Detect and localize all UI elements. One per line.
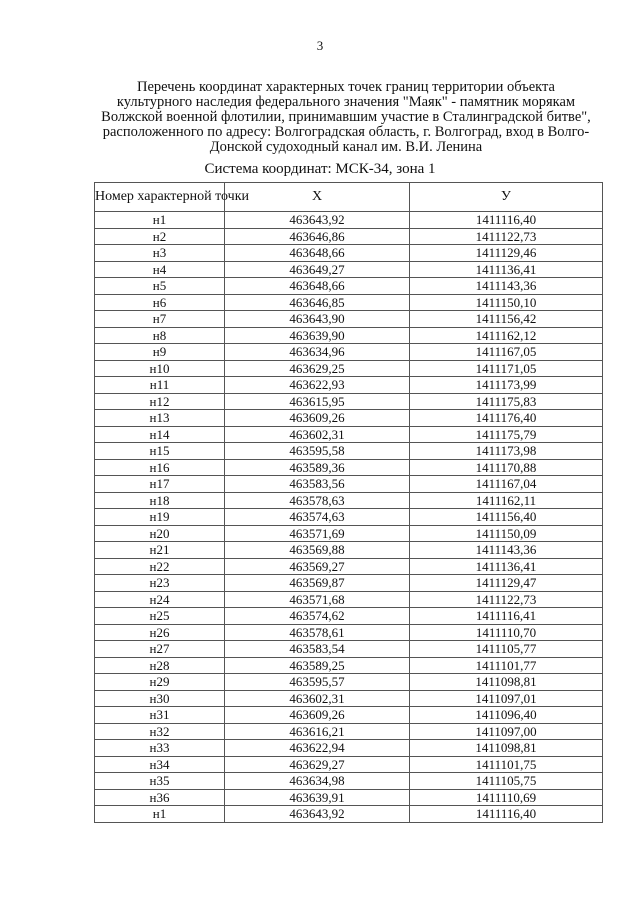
x-coordinate-cell: 463616,21 bbox=[225, 723, 410, 740]
x-coordinate-cell: 463648,66 bbox=[225, 278, 410, 295]
table-body bbox=[95, 212, 603, 823]
y-coordinate-cell: 1411175,79 bbox=[410, 426, 603, 443]
table-row bbox=[95, 674, 603, 691]
x-coordinate-cell: 463639,91 bbox=[225, 789, 410, 806]
y-coordinate-cell: 1411176,40 bbox=[410, 410, 603, 427]
y-coordinate-cell: 1411101,77 bbox=[410, 657, 603, 674]
x-coordinate-cell: 463646,86 bbox=[225, 228, 410, 245]
table-row bbox=[95, 212, 603, 229]
table-row bbox=[95, 723, 603, 740]
y-coordinate-cell: 1411101,75 bbox=[410, 756, 603, 773]
x-coordinate-cell: 463569,87 bbox=[225, 575, 410, 592]
x-coordinate-cell: 463639,90 bbox=[225, 327, 410, 344]
table-row bbox=[95, 740, 603, 757]
point-number-cell: н7 bbox=[95, 311, 225, 328]
table-row bbox=[95, 377, 603, 394]
title-line: Перечень координат характерных точек границ территории объекта bbox=[137, 79, 555, 95]
point-number-cell: н32 bbox=[95, 723, 225, 740]
table-row bbox=[95, 624, 603, 641]
point-number-cell: н13 bbox=[95, 410, 225, 427]
y-coordinate-cell: 1411136,41 bbox=[410, 261, 603, 278]
document-title bbox=[90, 80, 602, 155]
x-coordinate-cell: 463643,92 bbox=[225, 806, 410, 823]
y-coordinate-cell: 1411171,05 bbox=[410, 360, 603, 377]
table-row bbox=[95, 608, 603, 625]
x-coordinate-cell: 463569,27 bbox=[225, 558, 410, 575]
point-number-cell: н14 bbox=[95, 426, 225, 443]
x-coordinate-cell: 463578,63 bbox=[225, 492, 410, 509]
x-coordinate-cell: 463583,54 bbox=[225, 641, 410, 658]
title-line: культурного наследия федерального значения "Маяк" - памятник морякам bbox=[116, 94, 576, 110]
table-row bbox=[95, 261, 603, 278]
point-number-cell: н20 bbox=[95, 525, 225, 542]
title-line: Донской судоходный канал им. В.И. Ленина bbox=[209, 139, 483, 155]
table-row bbox=[95, 294, 603, 311]
x-coordinate-cell: 463643,90 bbox=[225, 311, 410, 328]
table-row bbox=[95, 525, 603, 542]
point-number-cell: н22 bbox=[95, 558, 225, 575]
table-row bbox=[95, 542, 603, 559]
table-row bbox=[95, 344, 603, 361]
point-number-cell: н11 bbox=[95, 377, 225, 394]
table-row bbox=[95, 690, 603, 707]
point-number-cell: н17 bbox=[95, 476, 225, 493]
table-row bbox=[95, 806, 603, 823]
y-coordinate-cell: 1411116,41 bbox=[410, 608, 603, 625]
point-number-cell: н29 bbox=[95, 674, 225, 691]
table-row bbox=[95, 591, 603, 608]
table-row bbox=[95, 426, 603, 443]
point-number-cell: н3 bbox=[95, 245, 225, 262]
y-coordinate-cell: 1411105,75 bbox=[410, 773, 603, 790]
x-coordinate-cell: 463649,27 bbox=[225, 261, 410, 278]
x-coordinate-cell: 463622,94 bbox=[225, 740, 410, 757]
point-number-cell: н15 bbox=[95, 443, 225, 460]
x-coordinate-cell: 463571,68 bbox=[225, 591, 410, 608]
point-number-cell: н23 bbox=[95, 575, 225, 592]
table-row bbox=[95, 558, 603, 575]
table-row bbox=[95, 459, 603, 476]
y-coordinate-cell: 1411143,36 bbox=[410, 278, 603, 295]
x-coordinate-cell: 463583,56 bbox=[225, 476, 410, 493]
table-row bbox=[95, 327, 603, 344]
y-coordinate-cell: 1411129,47 bbox=[410, 575, 603, 592]
x-coordinate-cell: 463648,66 bbox=[225, 245, 410, 262]
table-header-row bbox=[95, 183, 603, 212]
x-coordinate-cell: 463574,62 bbox=[225, 608, 410, 625]
x-coordinate-cell: 463602,31 bbox=[225, 690, 410, 707]
point-number-cell: н35 bbox=[95, 773, 225, 790]
table-row bbox=[95, 410, 603, 427]
x-coordinate-cell: 463609,26 bbox=[225, 410, 410, 427]
y-coordinate-cell: 1411173,98 bbox=[410, 443, 603, 460]
title-line: Волжской военной флотилии, принимавшим участие в Сталинградской битве", bbox=[101, 109, 591, 125]
y-coordinate-cell: 1411110,70 bbox=[410, 624, 603, 641]
x-coordinate-cell: 463629,27 bbox=[225, 756, 410, 773]
point-number-cell: н5 bbox=[95, 278, 225, 295]
point-number-cell: н24 bbox=[95, 591, 225, 608]
y-coordinate-cell: 1411097,00 bbox=[410, 723, 603, 740]
x-coordinate-cell: 463569,88 bbox=[225, 542, 410, 559]
column-header-x: X bbox=[225, 183, 410, 212]
x-coordinate-cell: 463622,93 bbox=[225, 377, 410, 394]
table-row bbox=[95, 657, 603, 674]
point-number-cell: н28 bbox=[95, 657, 225, 674]
x-coordinate-cell: 463646,85 bbox=[225, 294, 410, 311]
x-coordinate-cell: 463602,31 bbox=[225, 426, 410, 443]
x-coordinate-cell: 463574,63 bbox=[225, 509, 410, 526]
x-coordinate-cell: 463571,69 bbox=[225, 525, 410, 542]
point-number-cell: н12 bbox=[95, 393, 225, 410]
column-header-point-number: Номер характерной точки bbox=[95, 183, 225, 212]
y-coordinate-cell: 1411143,36 bbox=[410, 542, 603, 559]
point-number-cell: н30 bbox=[95, 690, 225, 707]
table-row bbox=[95, 228, 603, 245]
point-number-cell: н36 bbox=[95, 789, 225, 806]
point-number-cell: н1 bbox=[95, 806, 225, 823]
y-coordinate-cell: 1411096,40 bbox=[410, 707, 603, 724]
x-coordinate-cell: 463615,95 bbox=[225, 393, 410, 410]
table-row bbox=[95, 492, 603, 509]
y-coordinate-cell: 1411122,73 bbox=[410, 228, 603, 245]
table-row bbox=[95, 756, 603, 773]
point-number-cell: н1 bbox=[95, 212, 225, 229]
table-row bbox=[95, 707, 603, 724]
y-coordinate-cell: 1411098,81 bbox=[410, 740, 603, 757]
point-number-cell: н25 bbox=[95, 608, 225, 625]
page-number: 3 bbox=[316, 38, 324, 53]
x-coordinate-cell: 463634,96 bbox=[225, 344, 410, 361]
point-number-cell: н9 bbox=[95, 344, 225, 361]
table-row bbox=[95, 443, 603, 460]
x-coordinate-cell: 463609,26 bbox=[225, 707, 410, 724]
point-number-cell: н6 bbox=[95, 294, 225, 311]
y-coordinate-cell: 1411110,69 bbox=[410, 789, 603, 806]
y-coordinate-cell: 1411122,73 bbox=[410, 591, 603, 608]
x-coordinate-cell: 463595,58 bbox=[225, 443, 410, 460]
y-coordinate-cell: 1411173,99 bbox=[410, 377, 603, 394]
point-number-cell: н18 bbox=[95, 492, 225, 509]
point-number-cell: н19 bbox=[95, 509, 225, 526]
x-coordinate-cell: 463578,61 bbox=[225, 624, 410, 641]
table-row bbox=[95, 245, 603, 262]
coordinate-system-label: Система координат: МСК-34, зона 1 bbox=[204, 161, 436, 177]
y-coordinate-cell: 1411170,88 bbox=[410, 459, 603, 476]
y-coordinate-cell: 1411105,77 bbox=[410, 641, 603, 658]
table-row bbox=[95, 575, 603, 592]
y-coordinate-cell: 1411129,46 bbox=[410, 245, 603, 262]
y-coordinate-cell: 1411150,10 bbox=[410, 294, 603, 311]
y-coordinate-cell: 1411162,11 bbox=[410, 492, 603, 509]
table-row bbox=[95, 641, 603, 658]
title-line: расположенного по адресу: Волгоградская область, г. Волгоград, вход в Волго- bbox=[102, 124, 590, 140]
point-number-cell: н31 bbox=[95, 707, 225, 724]
table-row bbox=[95, 360, 603, 377]
x-coordinate-cell: 463589,25 bbox=[225, 657, 410, 674]
y-coordinate-cell: 1411097,01 bbox=[410, 690, 603, 707]
y-coordinate-cell: 1411136,41 bbox=[410, 558, 603, 575]
point-number-cell: н34 bbox=[95, 756, 225, 773]
table-row bbox=[95, 393, 603, 410]
x-coordinate-cell: 463643,92 bbox=[225, 212, 410, 229]
y-coordinate-cell: 1411116,40 bbox=[410, 806, 603, 823]
x-coordinate-cell: 463589,36 bbox=[225, 459, 410, 476]
table-row bbox=[95, 476, 603, 493]
y-coordinate-cell: 1411162,12 bbox=[410, 327, 603, 344]
y-coordinate-cell: 1411156,42 bbox=[410, 311, 603, 328]
table-row bbox=[95, 278, 603, 295]
column-header-y: У bbox=[410, 183, 603, 212]
point-number-cell: н26 bbox=[95, 624, 225, 641]
x-coordinate-cell: 463595,57 bbox=[225, 674, 410, 691]
x-coordinate-cell: 463634,98 bbox=[225, 773, 410, 790]
y-coordinate-cell: 1411167,05 bbox=[410, 344, 603, 361]
table-row bbox=[95, 311, 603, 328]
table-row bbox=[95, 509, 603, 526]
point-number-cell: н4 bbox=[95, 261, 225, 278]
y-coordinate-cell: 1411116,40 bbox=[410, 212, 603, 229]
y-coordinate-cell: 1411098,81 bbox=[410, 674, 603, 691]
point-number-cell: н10 bbox=[95, 360, 225, 377]
coordinates-table bbox=[94, 182, 603, 823]
y-coordinate-cell: 1411156,40 bbox=[410, 509, 603, 526]
y-coordinate-cell: 1411150,09 bbox=[410, 525, 603, 542]
x-coordinate-cell: 463629,25 bbox=[225, 360, 410, 377]
table-row bbox=[95, 773, 603, 790]
point-number-cell: н27 bbox=[95, 641, 225, 658]
table-row bbox=[95, 789, 603, 806]
point-number-cell: н8 bbox=[95, 327, 225, 344]
point-number-cell: н33 bbox=[95, 740, 225, 757]
y-coordinate-cell: 1411175,83 bbox=[410, 393, 603, 410]
point-number-cell: н2 bbox=[95, 228, 225, 245]
point-number-cell: н21 bbox=[95, 542, 225, 559]
y-coordinate-cell: 1411167,04 bbox=[410, 476, 603, 493]
point-number-cell: н16 bbox=[95, 459, 225, 476]
